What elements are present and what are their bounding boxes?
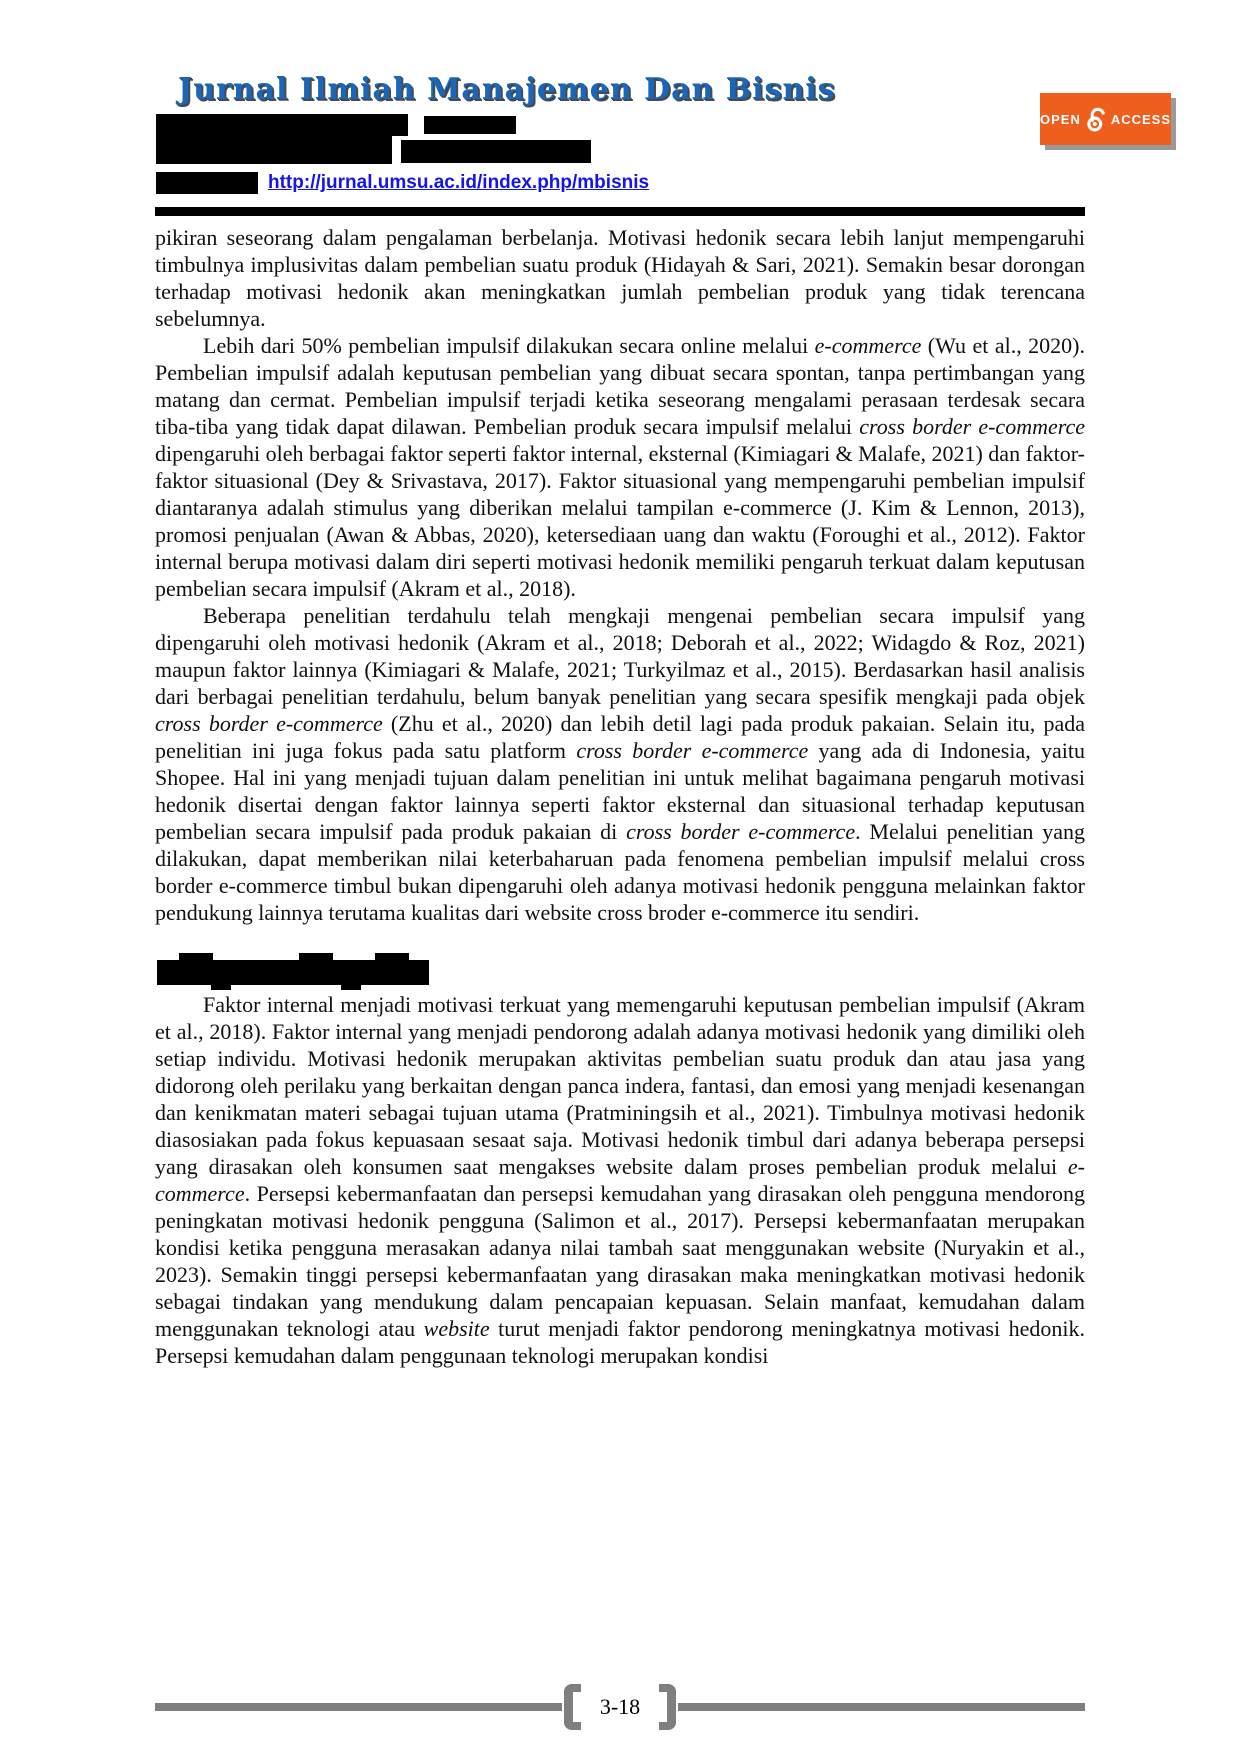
paragraph xyxy=(155,991,1085,1369)
open-access-badge xyxy=(1040,93,1171,145)
text-segment: (Zhu et al., 2020) dan lebih detil lagi pada produk pakaian. Selain itu, pada penelitian ini juga fokus pada satu platform xyxy=(155,711,1086,763)
article-body xyxy=(155,224,1085,1369)
text-segment: yang ada di Indonesia, yaitu Shopee. Hal ini yang menjadi tujuan dalam penelitian ini untuk melihat bagaimana pengaruh motivasi hedonik disertai dengan faktor lainnya seperti faktor eksternal dan situasional terhadap keputusan pembelian secara impulsif pada produk pakaian di xyxy=(155,738,1085,844)
page-footer xyxy=(155,1683,1085,1731)
text-segment: Lebih dari 50% pembelian impulsif dilakukan secara online melalui xyxy=(203,333,815,358)
text-segment: dipengaruhi oleh berbagai faktor seperti faktor internal, eksternal (Kimiagari & Malafe, 2021) dan faktor-faktor situasional (Dey & Srivastava, 2017). Faktor situasional yang mempengaruhi pembelian impulsif diantaranya adalah stimulus yang diberikan melalui tampilan e-commerce (J. Kim & Lennon, 2013), promosi penjualan (Awan & Abbas, 2020), ketersediaan uang dan waktu (Foroughi et al., 2012). Faktor internal berupa motivasi dalam diri seperti motivasi hedonik memiliki pengaruh terkuat dalam keputusan pembelian secara impulsif (Akram et al., 2018). xyxy=(155,441,1085,601)
text-segment: Faktor internal menjadi motivasi terkuat yang memengaruhi keputusan pembelian impulsif (Akram et al., 2018). Faktor internal yang menjadi pendorong adalah adanya motivasi hedonik yang dimiliki oleh setiap individu. Motivasi hedonik merupakan aktivitas pembelian suatu produk dan atau jasa yang didorong oleh perilaku yang berkaitan dengan panca indera, fantasi, dan emosi yang menjadi kesenangan dan kenikmatan materi sebagai tujuan utama (Pratminingsih et al., 2021). Timbulnya motivasi hedonik diasosiakan pada fokus kepuasaan sesaat saja. Motivasi hedonik timbul dari adanya beberapa persepsi yang dirasakan oleh konsumen saat mengakses website dalam proses pembelian produk melalui xyxy=(155,992,1085,1179)
open-access-label-open: OPEN xyxy=(1040,111,1081,127)
text-segment: (Wu et al., 2020). Pembelian impulsif adalah keputusan pembelian yang dibuat secara spontan, tanpa pertimbangan yang matang dan cermat. Pembelian impulsif terjadi ketika seseorang mengalami perasaan terdesak secara tiba-tiba yang tidak dapat dilawan. Pembelian produk secara impulsif melalui xyxy=(155,333,1085,439)
journal-title: Jurnal Ilmiah Manajemen Dan Bisnis xyxy=(178,72,836,107)
open-lock-icon xyxy=(1086,103,1106,135)
italic-text-segment: cross border e-commerce xyxy=(859,414,1086,439)
open-access-label-access: ACCESS xyxy=(1110,111,1171,127)
italic-text-segment: cross border e-commerce xyxy=(626,819,856,844)
paragraph xyxy=(155,332,1085,602)
italic-text-segment: website xyxy=(423,1316,490,1341)
redacted-text-block xyxy=(156,132,392,164)
paragraph xyxy=(155,224,1085,332)
page-number: 3-18 xyxy=(599,1694,641,1719)
text-segment: Beberapa penelitian terdahulu telah mengkaji mengenai pembelian secara impulsif yang dipengaruhi oleh motivasi hedonik (Akram et al., 2018; Deborah et al., 2022; Widagdo & Roz, 2021) maupun faktor lainnya (Kimiagari & Malafe, 2021; Turkyilmaz et al., 2015). Berdasarkan hasil analisis dari berbagai penelitian terdahulu, belum banyak penelitian yang secara spesifik mengkaji pada objek xyxy=(155,603,1085,709)
text-segment: . Persepsi kebermanfaatan dan persepsi kemudahan yang dirasakan oleh pengguna mendorong peningkatan motivasi hedonik pengguna (Salimon et al., 2017). Persepsi kebermanfaatan merupakan kondisi ketika pengguna merasakan adanya nilai tambah saat menggunakan website (Nuryakin et al., 2023). Semakin tinggi persepsi kebermanfaatan yang dirasakan maka meningkatkan motivasi hedonik sebagai tindakan yang mendukung dalam pencapaian kepuasan. Selain manfaat, kemudahan dalam menggunakan teknologi atau xyxy=(155,1181,1085,1341)
redacted-text-block xyxy=(401,140,591,163)
text-segment: turut menjadi faktor pendorong meningkatnya motivasi hedonik. Persepsi kemudahan dalam penggunaan teknologi merupakan kondisi xyxy=(155,1316,1085,1368)
redacted-text-block xyxy=(156,172,258,194)
footer-rule-left xyxy=(155,1703,562,1711)
italic-text-segment: cross border e-commerce xyxy=(155,711,383,736)
article-paragraphs xyxy=(155,991,1085,1369)
text-segment: pikiran seseorang dalam pengalaman berbelanja. Motivasi hedonik secara lebih lanjut mempengaruhi timbulnya implusivitas dalam pembelian suatu produk (Hidayah & Sari, 2021). Semakin besar dorongan terhadap motivasi hedonik akan meningkatkan jumlah pembelian produk yang tidak terencana sebelumnya. xyxy=(155,225,1085,331)
italic-text-segment: e-commerce xyxy=(814,333,922,358)
header-divider-rule xyxy=(155,207,1085,216)
italic-text-segment: cross border e-commerce xyxy=(576,738,809,763)
article-paragraphs xyxy=(155,224,1085,926)
right-bracket-ornament xyxy=(659,1684,676,1730)
footer-rule-right xyxy=(678,1703,1085,1711)
redacted-text-block xyxy=(424,116,516,134)
journal-url-link[interactable]: http://jurnal.umsu.ac.id/index.php/mbisnis xyxy=(268,172,650,193)
italic-text-segment: e-commerce xyxy=(155,1154,1085,1206)
text-segment: . Melalui penelitian yang dilakukan, dapat memberikan nilai keterbaharuan pada fenomena pembelian impulsif melalui cross border e-commerce timbul bukan dipengaruhi oleh adanya motivasi hedonik pengguna melainkan faktor pendukung lainnya terutama kualitas dari website cross broder e-commerce itu sendiri. xyxy=(155,819,1086,925)
redacted-section-heading xyxy=(157,960,429,985)
left-bracket-ornament xyxy=(564,1684,581,1730)
paragraph xyxy=(155,602,1085,926)
